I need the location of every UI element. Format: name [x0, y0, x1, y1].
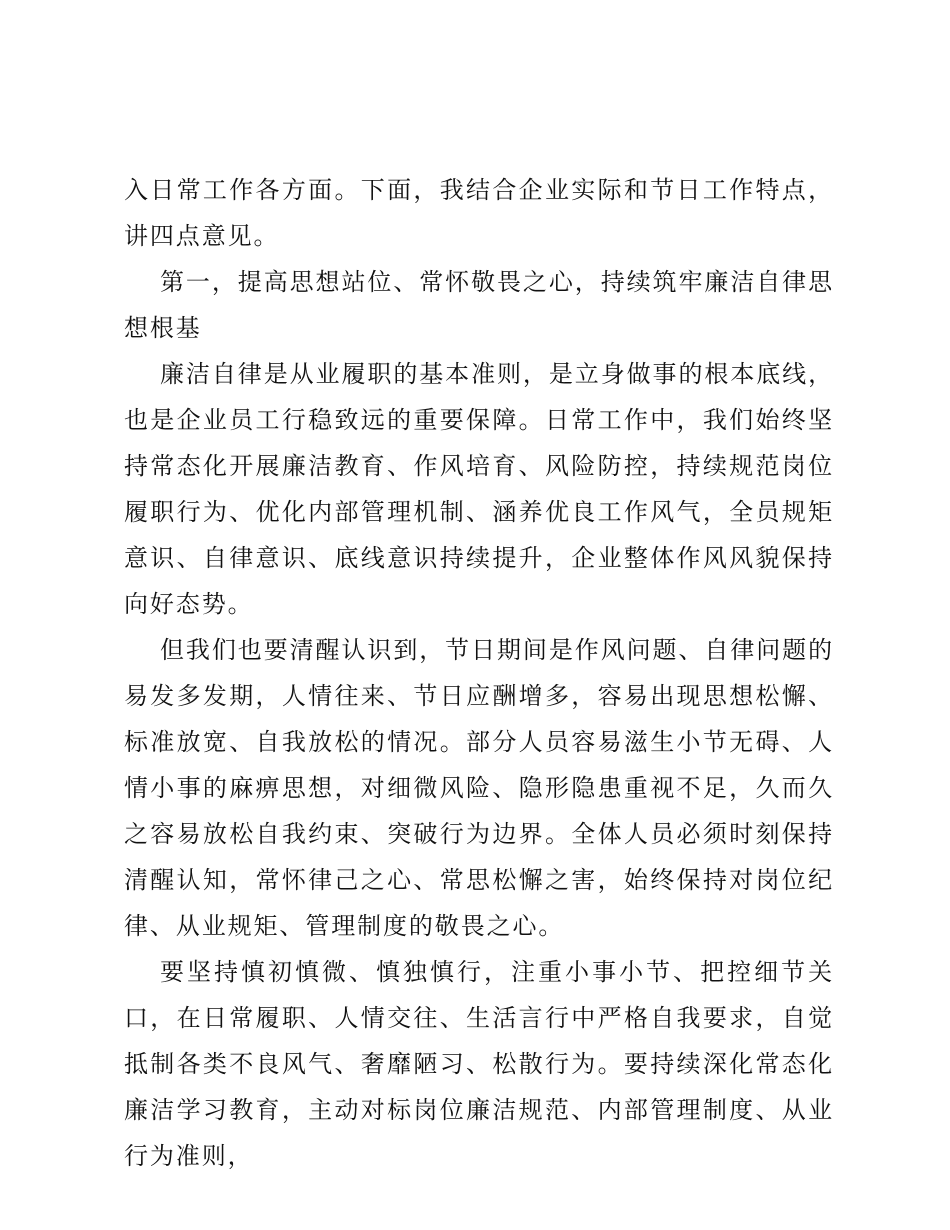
paragraph-continuation: 入日常工作各方面。下面，我结合企业实际和节日工作特点，讲四点意见。 — [124, 176, 834, 250]
section-heading: 第一，提高思想站位、常怀敬畏之心，持续筑牢廉洁自律思想根基 — [124, 268, 834, 342]
paragraph: 但我们也要清醒认识到，节日期间是作风问题、自律问题的易发多发期，人情往来、节日应酬增多，容易出现思想松懈、标准放宽、自我放松的情况。部分人员容易滋生小节无碍、人情小事的麻痹思想，对细微风险、隐形隐患重视不足，久而久之容易放松自我约束、突破行为边界。全体人员必须时刻保持清醒认知，常怀律己之心、常思松懈之害，始终保持对岗位纪律、从业规矩、管理制度的敬畏之心。 — [124, 636, 834, 940]
document-body — [124, 167, 834, 1179]
paragraph: 要坚持慎初慎微、慎独慎行，注重小事小节、把控细节关口，在日常履职、人情交往、生活言行中严格自我要求，自觉抵制各类不良风气、奢靡陋习、松散行为。要持续深化常态化廉洁学习教育，主动对标岗位廉洁规范、内部管理制度、从业行为准则， — [124, 958, 834, 1170]
paragraph: 廉洁自律是从业履职的基本准则，是立身做事的根本底线，也是企业员工行稳致远的重要保障。日常工作中，我们始终坚持常态化开展廉洁教育、作风培育、风险防控，持续规范岗位履职行为、优化内部管理机制、涵养优良工作风气，全员规矩意识、自律意识、底线意识持续提升，企业整体作风风貌保持向好态势。 — [124, 360, 834, 618]
